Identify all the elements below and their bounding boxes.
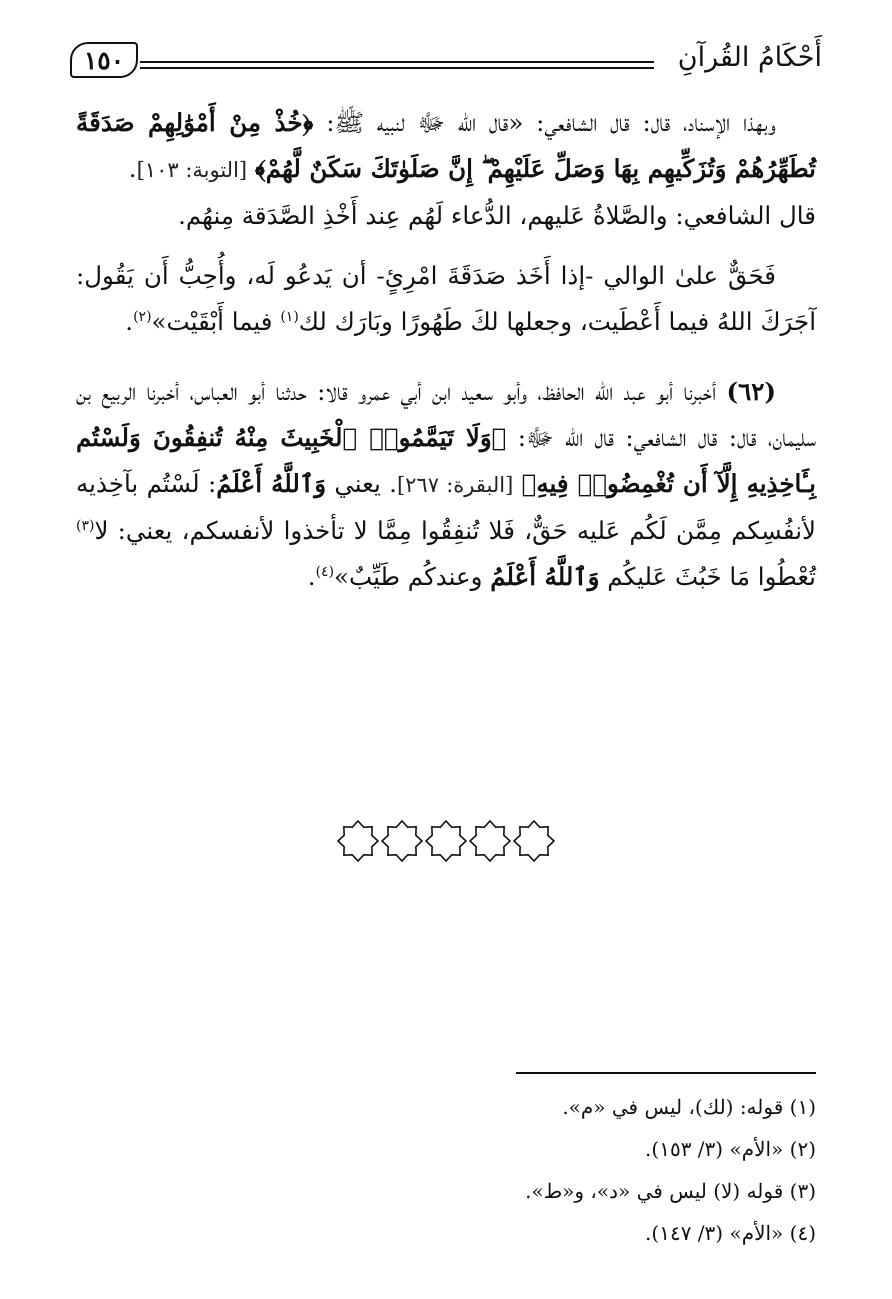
paragraph-4-end: . (307, 562, 316, 591)
header-rule (140, 61, 654, 69)
star-ornament-icon (469, 820, 511, 862)
footnote-4: (٤) «الأم» (٣/ ١٤٧). (645, 1221, 816, 1245)
paragraph-1-intro: وبهذا الإسناد، قال: قال الشافعي: «قال الله ﷻ لنبيه ﷺ: (313, 108, 776, 137)
footnote-marker-1: (١) (280, 308, 299, 325)
main-text (76, 100, 816, 600)
footnote-marker-4: (٤) (315, 563, 335, 580)
footnote-1: (١) قوله: (لك)، ليس في «م». (562, 1095, 816, 1119)
allah-knows-best-2: وَٱللَّهُ أَعْلَمُ (490, 562, 600, 591)
section-ornament (0, 820, 892, 862)
paragraph-4-intro: أخبرنا أبو عبد الله الحافظ، وأبو سعيد ابن أبي عمرو قالا: حدثنا أبو العباس، أخبرنا الربيع بن سليمان، قال: قال الشافعي: قال الله ﷻ: (76, 377, 817, 452)
page-number: ١٥٠ (70, 42, 138, 78)
page-header (70, 36, 822, 92)
star-ornament-icon (381, 820, 423, 862)
quran-bracket-open: ﴿ (302, 108, 314, 137)
footnote-separator (516, 1072, 816, 1074)
quran-verse-tawba: خُذْ مِنْ أَمْوَٰلِهِمْ صَدَقَةً تُطَهِّرُهُمْ وَتُزَكِّيهِم بِهَا وَصَلِّ عَلَيْهِمْ ۖ إِنَّ صَلَوٰتَكَ سَكَنٌ لَّهُمْ (76, 108, 816, 183)
paragraph-3 (76, 253, 816, 345)
quran-bracket-open-2: ﴿ (491, 423, 507, 452)
quran-bracket-close: ﴾ (254, 154, 266, 183)
paragraph-1-end: . (128, 154, 137, 183)
paragraph-2: قال الشافعي: والصَّلاةُ عَليهم، الدُّعاء لَهُم عِند أَخْذِ الصَّدَقة مِنهُم. (178, 201, 816, 230)
quran-verse-baqara: وَلَا تَيَمَّمُوا۟ ٱلْخَبِيثَ مِنْهُ تُنفِقُونَ وَلَسْتُم بِـَٔاخِذِيهِ إِلَّآ أَن تُغْمِضُوا۟ فِيهِ (76, 423, 816, 498)
verse-reference-baqara: [البقرة: ٢٦٧] (396, 473, 514, 497)
paragraph-4-text-2: : لَسْتُم بآخِذيه لأنفُسِكم مِمَّن لَكُم عَليه حَقٌّ، فَلا تُنفِقُوا مِمَّا لا تأخذوا لأنفسكم، يعني: لا (76, 469, 816, 545)
verse-reference-tawba: [التوبة: ١٠٣] (136, 158, 248, 182)
paragraph-4-text-4: وعندكُم طَيِّبٌ» (334, 562, 491, 591)
star-ornament-icon (425, 820, 467, 862)
footnote-marker-2: (٢) (133, 308, 152, 325)
book-title: أَحْكَامُ القُرآنِ (677, 42, 822, 73)
paragraph-3-tail: فيما أَبْقَيْت» (151, 307, 281, 336)
paragraph-3-end: . (125, 307, 134, 336)
paragraph-4-mid: . يعني (326, 469, 397, 498)
hadith-number: (٦٢) (726, 377, 776, 406)
paragraph-4 (76, 369, 816, 600)
footnote-3: (٣) قوله (لا) ليس في «د»، و«ط». (525, 1179, 816, 1203)
paragraph-3-text: فَحَقٌّ علىٰ الوالي -إذا أَخَذ صَدَقَةَ امْرِئٍ- أن يَدعُو لَه، وأُحِبُّ أَن يَقُول: آجَرَكَ اللهُ فيما أَعْطَيت، وجعلها لكَ طَهُورًا وبَارَك لك (76, 261, 816, 336)
paragraph-1 (76, 100, 816, 193)
footnotes (76, 1086, 816, 1254)
paragraph-4-text-3: تُعْطُوا مَا خَبُثَ عَليكُم (599, 562, 816, 591)
quran-bracket-close-2: ﴾ (521, 469, 537, 498)
star-ornament-icon (513, 820, 555, 862)
footnote-marker-3: (٣) (76, 517, 95, 534)
footnote-2: (٢) «الأم» (٣/ ١٥٣). (645, 1137, 816, 1161)
allah-knows-best-1: وَٱللَّهُ أَعْلَمُ (216, 469, 327, 498)
star-ornament-icon (337, 820, 379, 862)
